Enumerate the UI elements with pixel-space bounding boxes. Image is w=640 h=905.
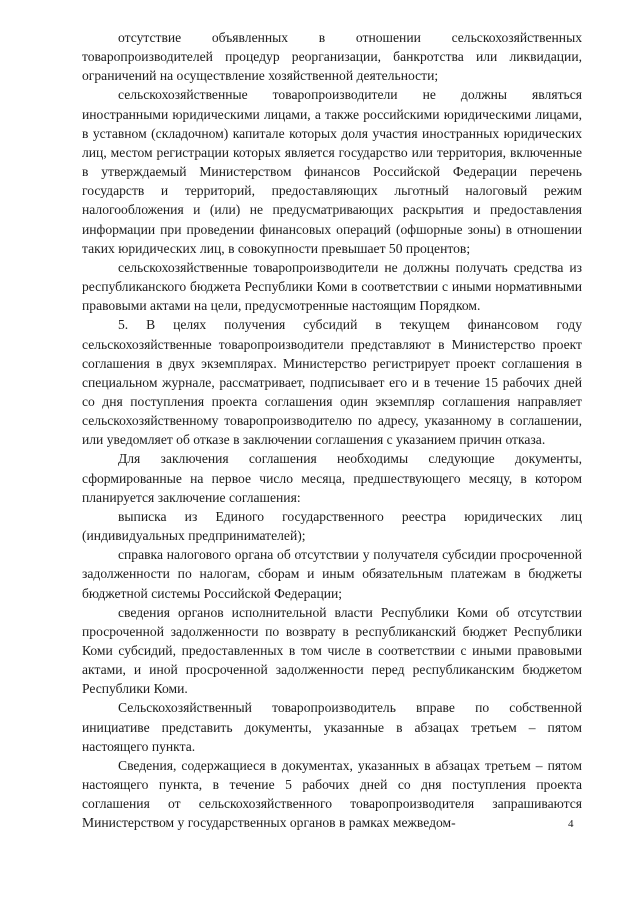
paragraph: Для заключения соглашения необходимы следующие документы, сформированные на первое число месяца, предшествующего месяцу, в котором планируется заключение соглашения: (82, 451, 582, 505)
paragraph: сведения органов исполнительной власти Республики Коми об отсутствии просроченной задолженности по возврату в республиканский бюджет Республики Коми субсидий, предоставленных в том числе в соответствии с иными правовыми актами, и иной просроченной задолженности перед республиканским бюджетом Республики Коми. (82, 604, 582, 697)
paragraph: Сведения, содержащиеся в документах, указанных в абзацах третьем – пятом настоящего пункта, в течение 5 рабочих дней со дня поступления проекта соглашения от сельскохозяйственного товаропроизводителя запрашиваются Министерством у государственных органов в рамках межведом- (82, 757, 582, 831)
paragraph: сельскохозяйственные товаропроизводители не должны являться иностранными юридическими лицами, а также российскими юридическими лицами, в уставном (складочном) капитале которых доля участия иностранных юридических лиц, местом регистрации которых является государство или территория, включенные в утверждаемый Министерством финансов Российской Федерации перечень государств и территорий, предоставляющих льготный налоговый режим налогообложения и (или) не предусматривающих раскрытия и предоставления информации при проведении финансовых операций (офшорные зоны) в отношении таких юридических лиц, в совокупности превышает 50 процентов; (82, 87, 582, 256)
paragraph: справка налогового органа об отсутствии у получателя субсидии просроченной задолженности по налогам, сборам и иным обязательным платежам в бюджеты бюджетной системы Российской Федерации; (82, 547, 582, 601)
paragraph: отсутствие объявленных в отношении сельскохозяйственных товаропроизводителей процедур реорганизации, банкротства или ликвидации, ограничений на осуществление хозяйственной деятельности; (82, 30, 582, 84)
paragraph: Сельскохозяйственный товаропроизводитель вправе по собственной инициативе представить документы, указанные в абзацах третьем – пятом настоящего пункта. (82, 700, 582, 754)
paragraph: выписка из Единого государственного реестра юридических лиц (индивидуальных предпринимателей); (82, 508, 582, 544)
document-body (82, 28, 582, 833)
page-number: 4 (568, 818, 574, 830)
paragraph: сельскохозяйственные товаропроизводители не должны получать средства из республиканского бюджета Республики Коми в соответствии с иными нормативными правовыми актами на цели, предусмотренные настоящим Порядком. (82, 259, 582, 314)
paragraph: 5. В целях получения субсидий в текущем финансовом году сельскохозяйственные товаропроизводители представляют в Министерство проект соглашения в двух экземплярах. Министерство регистрирует проект соглашения в специальном журнале, рассматривает, подписывает его и в течение 15 рабочих дней со дня поступления проекта соглашения один экземпляр соглашения направляет сельскохозяйственному товаропроизводителю по адресу, указанному в соглашении, или уведомляет об отказе в заключении соглашения с указанием причин отказа. (82, 317, 582, 448)
